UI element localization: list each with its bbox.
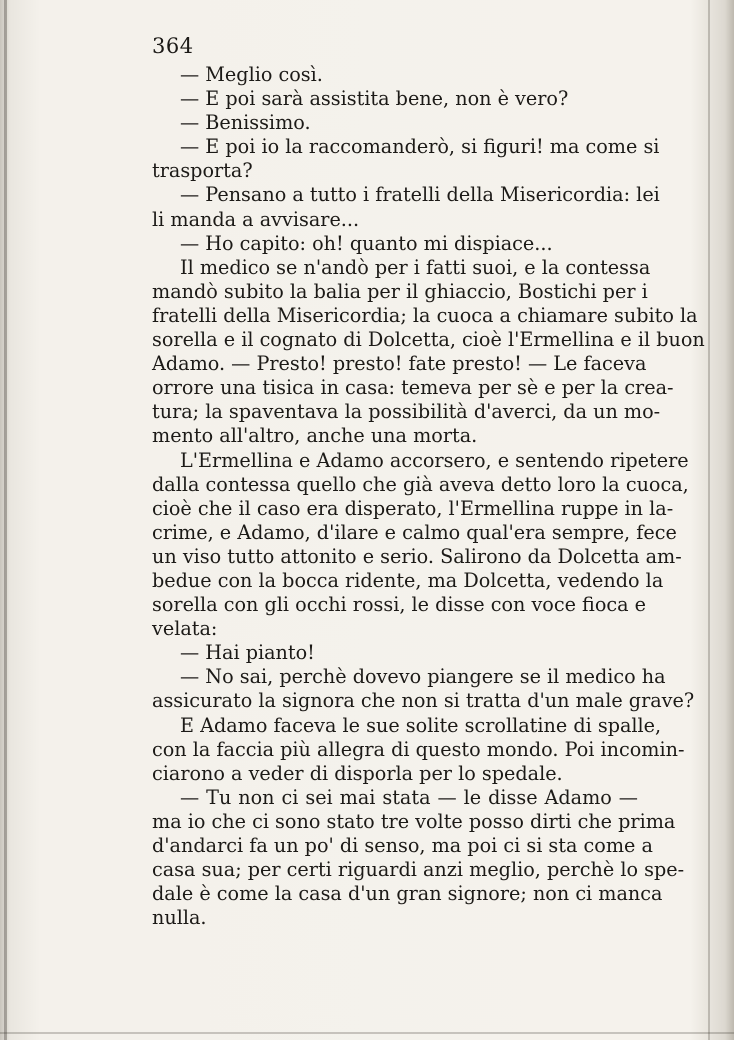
text-line: bedue con la bocca ridente, ma Dolcetta, vedendo la [152, 568, 664, 592]
text-line: casa sua; per certi riguardi anzi meglio, perchè lo spe- [152, 858, 685, 882]
text-line: mandò subito la balia per il ghiaccio, Bostichi per i [152, 279, 648, 303]
text-line: assicurato la signora che non si tratta d'un male grave? [152, 689, 695, 713]
text-line: tura; la spaventava la possibilità d'averci, da un mo- [152, 400, 661, 424]
text-line: ciarono a veder di disporla per lo spedale. [152, 761, 563, 785]
text-line: — E poi io la raccomanderò, si figuri! ma come si [180, 135, 660, 159]
text-line: crime, e Adamo, d'ilare e calmo qual'era sempre, fece [152, 520, 677, 544]
text-line: Il medico se n'andò per i fatti suoi, e la contessa [180, 255, 651, 279]
text-line: Adamo. — Presto! presto! fate presto! — Le faceva [152, 352, 647, 376]
text-line: nulla. [152, 906, 207, 930]
text-line: E Adamo faceva le sue solite scrollatine di spalle, [180, 713, 662, 737]
text-line: trasporta? [152, 159, 253, 183]
text-line: velata: [152, 617, 218, 641]
body-text [152, 63, 705, 930]
text-line: ma io che ci sono stato tre volte posso dirti che prima [152, 809, 676, 833]
text-line: — Ho capito: oh! quanto mi dispiace... [180, 231, 553, 255]
text-line: sorella con gli occhi rossi, le disse con voce fioca e [152, 593, 647, 617]
text-line: — Tu non ci sei mai stata — le disse Adamo — [180, 785, 638, 809]
text-line: dalla contessa quello che già aveva detto loro la cuoca, [152, 472, 689, 496]
page-binding-edge [4, 0, 7, 1040]
text-line: — Benissimo. [180, 111, 311, 135]
text-line: — Pensano a tutto i fratelli della Misericordia: lei [180, 183, 660, 207]
text-line: con la faccia più allegra di questo mondo. Poi incomin- [152, 737, 685, 761]
page-right-edge [708, 0, 710, 1040]
text-line: — Hai pianto! [180, 641, 315, 665]
text-line: — Meglio così. [180, 63, 323, 86]
text-line: sorella e il cognato di Dolcetta, cioè l'Ermellina e il buon [152, 328, 705, 352]
page-bottom-edge [0, 1032, 734, 1034]
text-line: d'andarci fa un po' di senso, ma poi ci si sta come a [152, 834, 653, 857]
text-line: un viso tutto attonito e serio. Salirono da Dolcetta am- [152, 544, 682, 568]
text-line: dale è come la casa d'un gran signore; non ci manca [152, 882, 663, 906]
text-line: — E poi sarà assistita bene, non è vero? [180, 87, 569, 111]
text-line: fratelli della Misericordia; la cuoca a chiamare subito la [152, 303, 698, 327]
text-line: li manda a avvisare... [152, 207, 360, 231]
text-line: orrore una tisica in casa: temeva per sè e per la crea- [152, 376, 674, 400]
text-line: cioè che il caso era disperato, l'Ermellina ruppe in la- [152, 496, 674, 520]
text-line: L'Ermellina e Adamo accorsero, e sentendo ripetere [180, 448, 689, 472]
text-line: — No sai, perchè dovevo piangere se il medico ha [180, 665, 666, 689]
text-line: mento all'altro, anche una morta. [152, 424, 478, 448]
page-number: 364 [152, 34, 194, 58]
